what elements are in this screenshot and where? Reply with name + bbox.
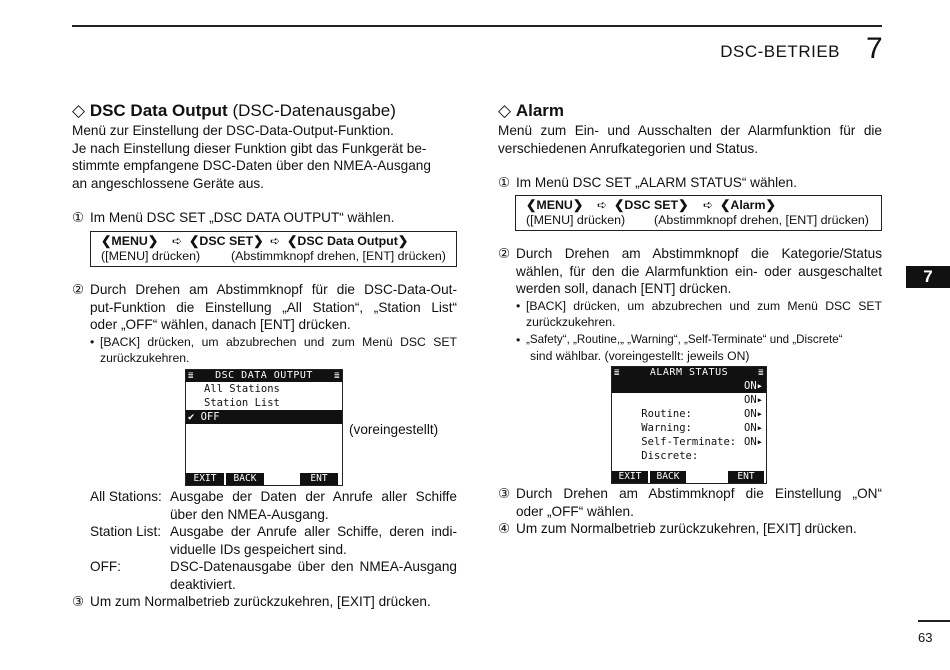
definition-all-stations (90, 488, 457, 523)
heading-normal: (DSC-Datenausgabe) (232, 101, 396, 120)
bullet-icon: • (516, 298, 521, 313)
menu-path-row (101, 234, 446, 249)
lcd-row-value: ON (744, 422, 757, 434)
definition-term: Station List: (90, 524, 162, 539)
definition-line: DSC-Datenausgabe über den NMEA-Ausgang (170, 559, 457, 574)
lcd-soft-keys (186, 473, 342, 485)
diamond-icon: ◇ (498, 101, 512, 120)
lcd-row-value: ON (744, 436, 757, 448)
bullet-line: „Safety“, „Routine,„ „Warning“, „Self-Terminate“ und „Discrete“ (526, 332, 843, 346)
lcd-title: ALARM STATUS (649, 367, 729, 378)
lcd-option-all-stations: All Stations (204, 383, 280, 395)
step-line: Durch Drehen am Abstimmknopf die Einstellung „ON“ (516, 486, 882, 501)
dsc-set-key: ❮DSC SET❯ (189, 234, 264, 248)
alarm-status-lcd (611, 366, 767, 484)
step-text: Um zum Normalbetrieb zurückzukehren, [EXIT] drücken. (90, 594, 431, 609)
alarm-key: ❮Alarm❯ (720, 198, 776, 212)
definition-term: All Stations: (90, 489, 162, 504)
menu-path-box (90, 231, 457, 267)
lcd-option-station-list: Station List (204, 397, 280, 409)
dsc-data-output-heading (72, 101, 457, 121)
arrow-right-icon: ➪ (702, 198, 714, 212)
step-line: Durch Drehen am Abstimmknopf die Kategorie/Status (516, 246, 882, 261)
lcd-row-routine (612, 393, 766, 420)
lcd-row-label: Routine: (641, 408, 692, 420)
lcd-row-value: ON (744, 408, 757, 420)
lcd-title-bar (612, 367, 766, 379)
intro-line: Je nach Einstellung dieser Funktion gibt das Funkgerät be- (72, 140, 427, 156)
intro-line: Menü zur Einstellung der DSC-Data-Output-Funktion. (72, 123, 394, 138)
lcd-row-discrete (612, 435, 766, 462)
intro-line: Menü zum Ein- und Ausschalten der Alarmfunktion für die (498, 123, 882, 138)
bullet-back (90, 334, 457, 366)
check-icon: ✔ (188, 411, 195, 423)
intro-line: stimmte empfangene DSC-Daten über den NMEA-Ausgang (72, 158, 431, 173)
step-number: ④ (498, 521, 511, 536)
arrow-right-icon: ➪ (596, 198, 608, 212)
menu-sub-text: ([MENU] drücken) (526, 213, 626, 227)
chapter-number: 7 (866, 32, 883, 65)
step-line: wählen, für den die Alarmfunktion ein- oder ausgeschaltet (516, 263, 882, 279)
step-number: ① (498, 175, 511, 190)
step-number: ② (72, 282, 85, 297)
step-number: ③ (498, 486, 511, 501)
menu-sub-text: ([MENU] drücken) (101, 249, 201, 263)
soft-key-spacer (266, 473, 300, 485)
step-line: werden soll, danach [ENT] drücken. (516, 281, 732, 296)
diamond-icon: ◇ (72, 101, 86, 120)
heading-bold: DSC Data Output (89, 101, 228, 120)
definition-line: deaktiviert. (170, 576, 236, 592)
triangle-right-icon: ▸ (756, 436, 763, 448)
bullet-line: [BACK] drücken, um abzubrechen und zum Menü DSC SET (100, 334, 457, 349)
menu-key: ❮MENU❯ (526, 198, 584, 212)
step-line: put-Funktion die Einstellung „All Station“, „Station List“ (90, 299, 457, 315)
step-1 (72, 209, 457, 227)
dsc-data-output-key: ❮DSC Data Output❯ (287, 234, 409, 248)
definitions-list (72, 488, 457, 611)
intro-line: verschiedenen Anrufkategorien und Status. (498, 140, 758, 156)
dsc-data-output-lcd (185, 369, 343, 486)
step-text: Um zum Normalbetrieb zurückzukehren, [EXIT] drücken. (516, 521, 857, 536)
chapter-title: DSC-BETRIEB (720, 42, 840, 61)
menu-key: ❮MENU❯ (101, 234, 159, 248)
left-column (72, 101, 457, 227)
definition-line: Ausgabe der Daten der Anrufe aller Schiffe (170, 489, 457, 504)
lcd-row-value: ON (744, 394, 757, 406)
step-4 (498, 520, 882, 538)
lcd-row-value: ON (744, 380, 757, 392)
lcd-row-self-terminate (612, 421, 766, 448)
definition-off (90, 558, 457, 593)
soft-key-back: BACK (650, 471, 686, 483)
step-2 (498, 245, 882, 298)
lcd-row-warning (612, 407, 766, 434)
dsc-set-key: ❮DSC SET❯ (614, 198, 689, 212)
step-1 (498, 174, 882, 192)
triangle-right-icon: ▸ (756, 380, 763, 392)
triangle-right-icon: ▸ (756, 408, 763, 420)
soft-key-spacer (688, 471, 728, 483)
triangle-right-icon: ▸ (756, 394, 763, 406)
intro-line: an angeschlossene Geräte aus. (72, 175, 264, 191)
step-number: ① (72, 210, 85, 225)
step-line: oder „OFF“ wählen. (516, 503, 634, 519)
right-step-2-block (498, 245, 882, 364)
menu-sub-text: (Abstimmknopf drehen, [ENT] drücken) (231, 249, 446, 263)
soft-key-ent: ENT (728, 471, 764, 483)
bullet-icon: • (516, 332, 521, 347)
lcd-row-safety-selected (612, 379, 766, 406)
arrow-right-icon: ➪ (171, 234, 183, 248)
footer-rule (918, 620, 950, 622)
menu-sub-text: (Abstimmknopf drehen, [ENT] drücken) (654, 213, 869, 227)
intro-paragraph (72, 122, 457, 192)
step-3 (498, 485, 882, 520)
left-step-2-block (72, 281, 457, 366)
step-text: Im Menü DSC SET „ALARM STATUS“ wählen. (516, 175, 798, 190)
alarm-heading (498, 101, 882, 121)
bullet-back (516, 298, 882, 330)
definition-line: Ausgabe der Anrufe aller Schiffe, deren indi- (170, 524, 457, 539)
lcd-option-off-selected (186, 410, 342, 424)
lcd-row-label: Safety: (641, 394, 686, 406)
bullet-icon: • (90, 334, 95, 349)
arrow-right-icon: ➪ (269, 234, 281, 248)
menu-path-sub-row (526, 213, 871, 228)
alarm-intro (498, 122, 882, 157)
lcd-title-bar (186, 370, 342, 382)
definition-line: über den NMEA-Ausgang. (170, 506, 329, 522)
step-number: ③ (72, 594, 85, 609)
definition-station-list (90, 523, 457, 558)
header-rule (72, 25, 882, 27)
bullet-line: [BACK] drücken, um abzubrechen und zum Menü DSC SET (526, 298, 882, 313)
bullet-line: zurückzukehren. (526, 314, 616, 329)
default-note: (voreingestellt) (349, 422, 439, 437)
definition-term: OFF: (90, 559, 121, 574)
menu-path-box (515, 195, 882, 231)
menu-path-row (526, 198, 871, 213)
step-number: ② (498, 246, 511, 261)
right-final-steps (498, 485, 882, 538)
bullet-line: zurückzukehren. (100, 350, 190, 365)
soft-key-ent: ENT (300, 473, 338, 485)
bullet-line: sind wählbar. (voreingestellt: jeweils ON) (530, 348, 750, 363)
triangle-right-icon: ▸ (756, 422, 763, 434)
step-line: Durch Drehen am Abstimmknopf für die DSC-Data-Out- (90, 282, 457, 297)
chapter-side-tab: 7 (906, 266, 950, 288)
heading-bold: Alarm (515, 101, 564, 120)
step-2 (72, 281, 457, 334)
scroll-bar-icon: ≣ (758, 368, 764, 378)
definition-line: viduelle IDs gespeichert sind. (170, 541, 347, 557)
right-column (498, 101, 882, 192)
bullet-selectable (516, 332, 882, 364)
lcd-title: DSC DATA OUTPUT (215, 370, 313, 381)
scroll-bar-icon: ≣ (334, 371, 340, 381)
page-number: 63 (918, 630, 933, 645)
lcd-row-label: Warning: (641, 422, 692, 434)
step-text: Im Menü DSC SET „DSC DATA OUTPUT“ wählen. (90, 210, 395, 225)
lcd-row-label: Discrete: (641, 450, 699, 462)
soft-key-back: BACK (226, 473, 264, 485)
step-line: oder „OFF“ wählen, danach [ENT] drücken. (90, 317, 351, 332)
menu-path-sub-row (101, 249, 446, 264)
lcd-option-label: OFF (200, 411, 220, 423)
scroll-bar-icon: ≣ (188, 371, 194, 381)
lcd-soft-keys (612, 471, 766, 483)
step-3 (72, 593, 457, 611)
soft-key-exit: EXIT (186, 473, 224, 485)
scroll-bar-icon: ≣ (614, 368, 620, 378)
soft-key-exit: EXIT (612, 471, 648, 483)
lcd-row-label: Self-Terminate: (641, 436, 737, 448)
